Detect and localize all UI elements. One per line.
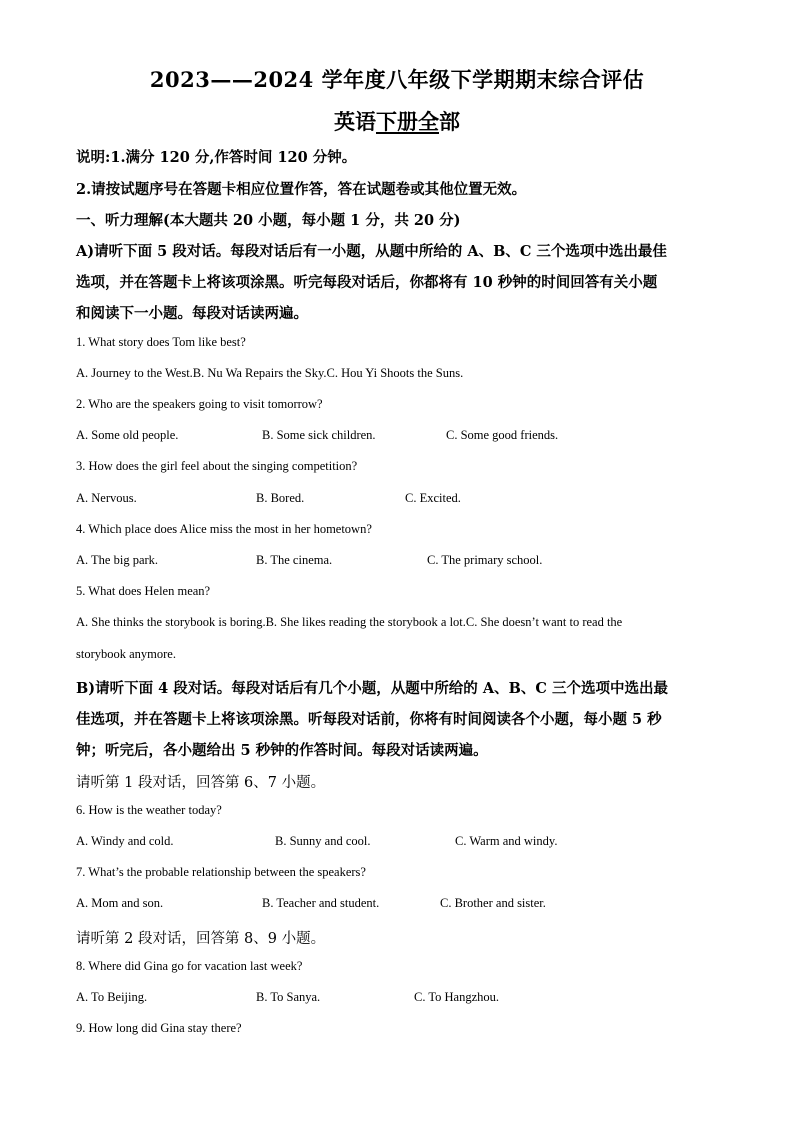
dialog-2-instruction: 请听第 2 段对话，回答第 8、9 小题。 <box>76 931 326 947</box>
question-8-option-b: B. To Sanya. <box>256 990 321 1004</box>
question-5-options-line-2: storybook anymore. <box>76 647 176 661</box>
question-6-option-a: A. Windy and cold. <box>76 834 174 848</box>
question-8: 8. Where did Gina go for vacation last week? <box>76 959 303 973</box>
part-a-instruction-line-2: 选项，并在答题卡上将该项涂黑。听完每段对话后，你都将有 10 秒钟的时间回答有关小题 <box>76 274 658 291</box>
subtitle-part-2-underlined: 下册全 <box>376 109 439 134</box>
section-heading: 一、听力理解(本大题共 20 小题，每小题 1 分，共 20 分) <box>76 212 461 229</box>
part-b-instruction-line-3: 钟；听完后，各小题给出 5 秒钟的作答时间。每段对话读两遍。 <box>76 742 488 759</box>
subtitle-part-1: 英语 <box>334 109 376 134</box>
question-2: 2. Who are the speakers going to visit tomorrow? <box>76 397 323 411</box>
question-4-option-c: C. The primary school. <box>427 553 543 567</box>
question-4-option-a: A. The big park. <box>76 553 159 567</box>
part-b-instruction-line-1: B)请听下面 4 段对话。每段对话后有几个小题，从题中所给的 A、B、C 三个选项中选出最 <box>76 680 668 697</box>
question-4-option-b: B. The cinema. <box>256 553 333 567</box>
question-8-option-a: A. To Beijing. <box>76 990 148 1004</box>
question-4: 4. Which place does Alice miss the most in her hometown? <box>76 522 372 536</box>
question-5: 5. What does Helen mean? <box>76 584 211 598</box>
instruction-line-1: 说明:1.满分 120 分,作答时间 120 分钟。 <box>76 149 357 166</box>
question-2-option-a: A. Some old people. <box>76 428 179 442</box>
dialog-1-instruction: 请听第 1 段对话，回答第 6、7 小题。 <box>76 775 326 791</box>
question-3: 3. How does the girl feel about the singing competition? <box>76 459 358 473</box>
question-6-option-b: B. Sunny and cool. <box>275 834 371 848</box>
question-9: 9. How long did Gina stay there? <box>76 1021 242 1035</box>
part-b-instruction-line-2: 佳选项，并在答题卡上将该项涂黑。听每段对话前，你将有时间阅读各个小题，每小题 5 秒 <box>76 711 662 728</box>
part-a-instruction-line-3: 和阅读下一小题。每段对话读两遍。 <box>76 305 308 322</box>
question-2-option-c: C. Some good friends. <box>446 428 559 442</box>
page-title: 2023——2024 学年度八年级下学期期末综合评估 <box>149 67 645 92</box>
question-3-option-b: B. Bored. <box>256 491 305 505</box>
question-7: 7. What’s the probable relationship between the speakers? <box>76 865 366 879</box>
page-subtitle <box>0 106 794 136</box>
question-7-option-a: A. Mom and son. <box>76 896 164 910</box>
question-7-option-c: C. Brother and sister. <box>440 896 546 910</box>
question-1: 1. What story does Tom like best? <box>76 335 246 349</box>
part-a-instruction-line-1: A)请听下面 5 段对话。每段对话后有一小题，从题中所给的 A、B、C 三个选项中选出最佳 <box>76 243 667 260</box>
question-2-option-b: B. Some sick children. <box>262 428 376 442</box>
question-1-options: A. Journey to the West.B. Nu Wa Repairs the Sky.C. Hou Yi Shoots the Suns. <box>76 366 464 380</box>
question-5-options-line-1: A. She thinks the storybook is boring.B. She likes reading the storybook a lot.C. She doesn’t want to read the <box>76 615 623 629</box>
instruction-line-2: 2.请按试题序号在答题卡相应位置作答，答在试题卷或其他位置无效。 <box>76 181 527 198</box>
question-3-option-a: A. Nervous. <box>76 491 137 505</box>
question-7-option-b: B. Teacher and student. <box>262 896 380 910</box>
subtitle-part-3: 部 <box>439 109 460 134</box>
question-8-option-c: C. To Hangzhou. <box>414 990 499 1004</box>
question-6-option-c: C. Warm and windy. <box>455 834 558 848</box>
question-3-option-c: C. Excited. <box>405 491 461 505</box>
question-6: 6. How is the weather today? <box>76 803 222 817</box>
